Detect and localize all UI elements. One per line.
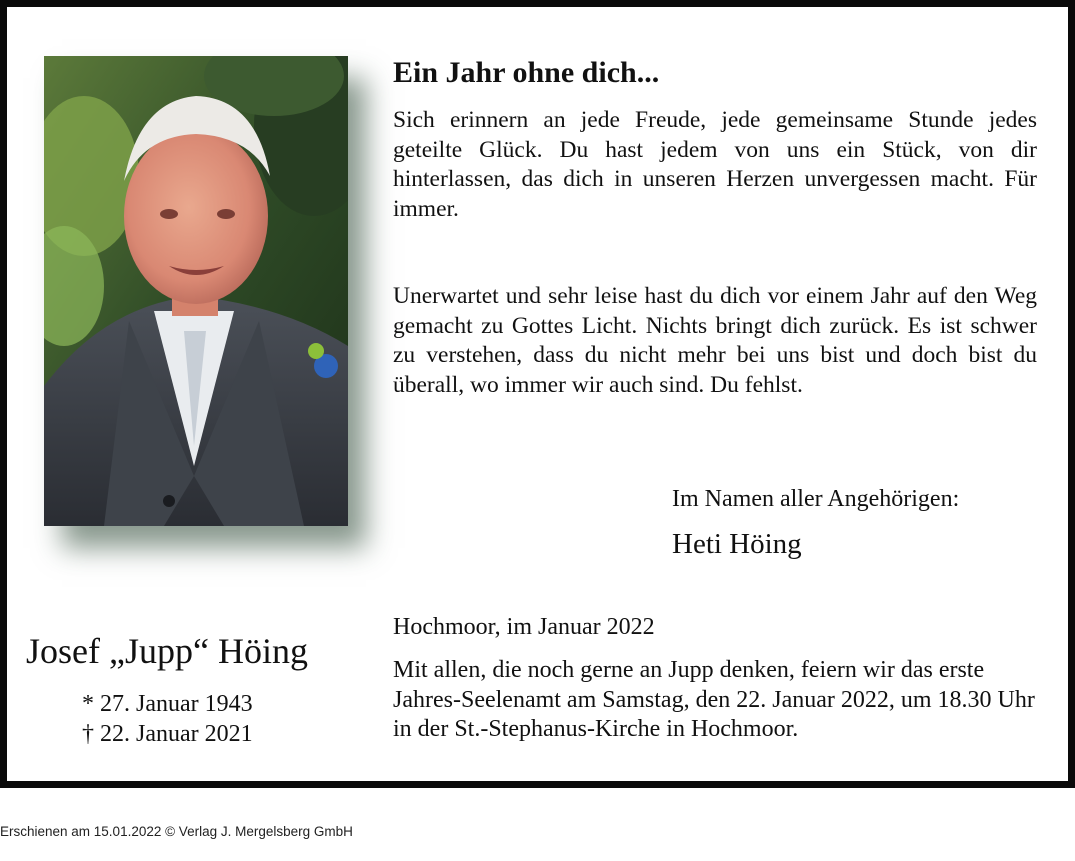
notice-title: Ein Jahr ohne dich... (393, 56, 660, 89)
signature-intro: Im Namen aller Angehörigen: (672, 486, 960, 512)
signature-name: Heti Höing (672, 528, 802, 560)
farewell-paragraph: Unerwartet und sehr leise hast du dich vor einem Jahr auf den Weg gemacht zu Gottes Licht. Nichts bringt dich zurück. Es ist schwer zu verstehen, dass du nicht mehr bei uns bist und doch bist du überall, wo immer wir auch sind. Du fehlst. (393, 283, 1037, 398)
portrait-frame (44, 56, 348, 526)
death-date: † 22. Januar 2021 (82, 721, 253, 747)
birth-date: * 27. Januar 1943 (82, 691, 253, 717)
remembrance-paragraph: Sich erinnern an jede Freude, jede gemeinsame Stunde jedes geteilte Glück. Du hast jedem von uns ein Stück, von dir hinterlassen, das dich in unseren Herzen unvergessen macht. Für immer. (393, 107, 1037, 222)
publication-footer: Erschienen am 15.01.2022 © Verlag J. Mergelsberg GmbH (0, 824, 353, 839)
life-dates (82, 689, 253, 749)
portrait-photo (44, 56, 348, 526)
memorial-mass-text: Mit allen, die noch gerne an Jupp denken, feiern wir das erste Jahres-Seelenamt am Samstag, den 22. Januar 2022, um 18.30 Uhr in der St.-Stephanus-Kirche in Hochmoor. (393, 657, 1035, 742)
place-date: Hochmoor, im Januar 2022 (393, 614, 655, 640)
deceased-name: Josef „Jupp“ Höing (26, 631, 308, 671)
